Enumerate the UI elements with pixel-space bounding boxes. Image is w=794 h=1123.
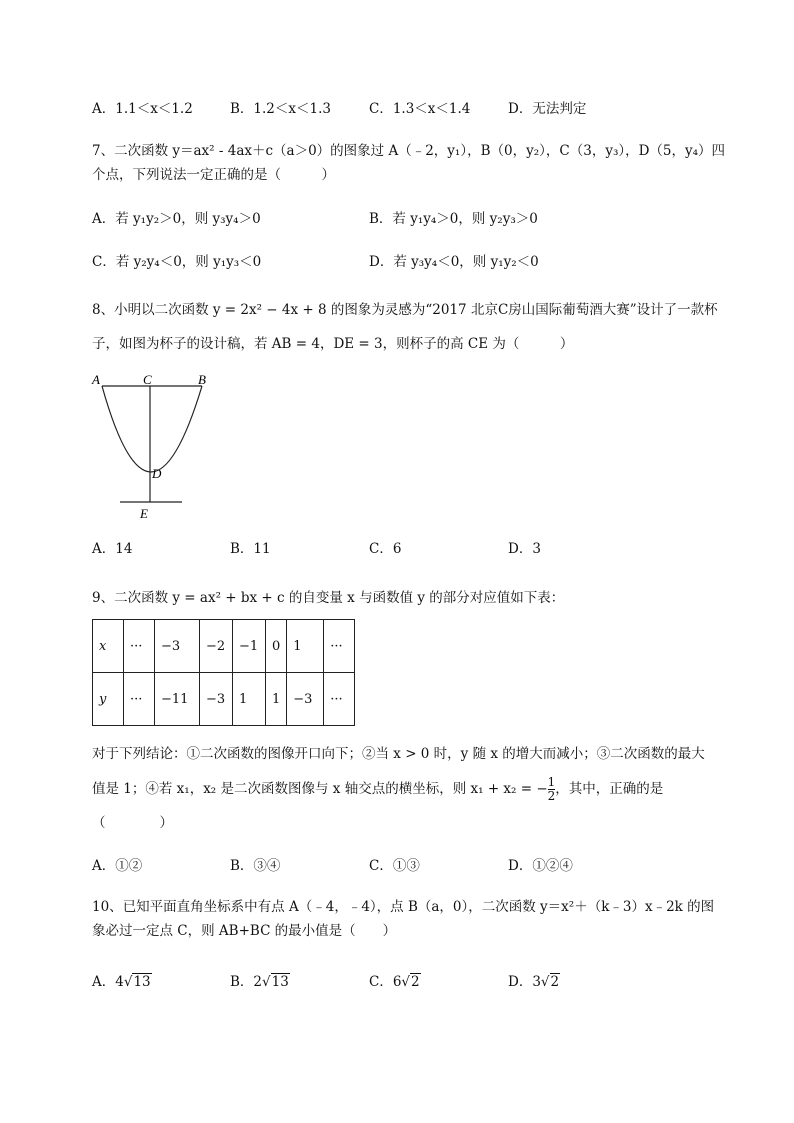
sqrt-sign: √ <box>540 974 550 990</box>
table-cell: 0 <box>266 620 287 673</box>
option-label: D．3 <box>508 974 541 990</box>
q10-number: 10、 <box>92 899 123 915</box>
label-d: D <box>152 466 162 481</box>
q9-number: 9、 <box>92 590 115 606</box>
q10-option-d <box>508 972 560 992</box>
q9-conclusions-2a: 值是 1；④若 x₁，x₂ 是二次函数图像与 x 轴交点的横坐标，则 x₁ + x₂ = − <box>92 781 548 797</box>
option-label: B．2 <box>230 974 263 990</box>
q9-stem-text: 二次函数 y = ax² + bx + c 的自变量 x 与函数值 y 的部分对应值如下表： <box>114 590 565 606</box>
q6-option-b: B．1.2＜x＜1.3 <box>230 101 331 117</box>
q6-option-c: C．1.3＜x＜1.4 <box>369 101 471 117</box>
q10-stem-1: 已知平面直角坐标系中有点 A（﹣4，﹣4），点 B（a，0），二次函数 y＝x²＋（k﹣3）x﹣2k 的图 <box>122 899 715 915</box>
q10-option-a <box>92 972 152 992</box>
table-cell: 1 <box>287 620 324 673</box>
q10-option-c <box>369 972 421 992</box>
radicand: 2 <box>411 974 420 990</box>
q7-option-c: C．若 y₂y₄＜0，则 y₁y₃＜0 <box>92 254 262 270</box>
table-cell: −3 <box>287 673 324 726</box>
q7-stem-1: 二次函数 y＝ax² - 4ax＋c（a＞0）的图象过 A（﹣2，y₁），B（0，y₂），C（3，y₃），D（5，y₄）四 <box>114 143 726 159</box>
radicand: 2 <box>550 974 560 990</box>
table-row-x <box>93 620 355 673</box>
q9-paren: （ ） <box>92 815 173 831</box>
q7-stem-line1 <box>92 141 725 161</box>
q7-stem-line2: 个点，下列说法一定正确的是（ ） <box>92 167 335 183</box>
q9-conclusions-line1: 对于下列结论：①二次函数的图像开口向下；②当 x > 0 时，y 随 x 的增大而减小；③二次函数的最大 <box>92 746 705 762</box>
label-b: B <box>198 372 206 387</box>
label-a: A <box>92 372 100 387</box>
q7-option-d: D．若 y₃y₄＜0，则 y₁y₂＜0 <box>369 254 539 270</box>
q9-option-d: D．①②④ <box>508 858 573 874</box>
radicand: 13 <box>271 974 289 990</box>
option-label: A．4 <box>92 974 124 990</box>
table-cell: −3 <box>200 673 233 726</box>
q7-option-b: B．若 y₁y₄＞0，则 y₂y₃＞0 <box>369 211 538 227</box>
table-cell: −3 <box>155 620 200 673</box>
q9-stem <box>92 588 564 608</box>
table-cell: y <box>93 673 124 726</box>
table-cell: −1 <box>233 620 266 673</box>
q10-stem-line2: 象必过一定点 C，则 AB+BC 的最小值是（ ） <box>92 923 397 939</box>
option-label: C．6 <box>369 974 402 990</box>
q10-option-b <box>230 972 290 992</box>
sqrt-sign: √ <box>401 974 411 990</box>
table-cell: ··· <box>324 673 355 726</box>
fraction-denominator: 2 <box>547 789 556 803</box>
label-e: E <box>140 506 148 521</box>
q9-conclusions-line2 <box>92 776 663 803</box>
fraction-numerator: 1 <box>547 775 556 789</box>
q8-stem-1: 小明以二次函数 y = 2x² − 4x + 8 的图象为灵感为“2017 北京C房山国际葡萄酒大赛”设计了一款杯 <box>114 302 718 318</box>
table-cell: ··· <box>124 620 155 673</box>
q9-option-c: C．①③ <box>369 858 420 874</box>
q8-stem-line2: 子，如图为杯子的设计稿，若 AB = 4，DE = 3，则杯子的高 CE 为（ ） <box>92 336 574 352</box>
q6-option-a: A．1.1＜x＜1.2 <box>92 101 193 117</box>
table-row-y <box>93 673 355 726</box>
radicand: 13 <box>133 974 151 990</box>
table-cell: −11 <box>155 673 200 726</box>
sqrt-sign: √ <box>123 974 133 990</box>
table-cell: x <box>93 620 124 673</box>
sqrt-sign: √ <box>262 974 271 990</box>
label-c: C <box>143 372 152 387</box>
q9-option-b: B．③④ <box>230 858 281 874</box>
q7-option-a: A．若 y₁y₂＞0，则 y₃y₄＞0 <box>92 211 261 227</box>
q9-option-a: A．①② <box>92 858 143 874</box>
q10-stem-line1 <box>92 897 714 917</box>
q8-option-d: D．3 <box>508 541 541 557</box>
q6-option-d: D．无法判定 <box>508 101 587 117</box>
table-cell: ··· <box>124 673 155 726</box>
table-cell: −2 <box>200 620 233 673</box>
q9-conclusions-2b: ，其中，正确的是 <box>555 781 664 797</box>
q8-number: 8、 <box>92 302 115 318</box>
table-cell: 1 <box>233 673 266 726</box>
q8-option-b: B．11 <box>230 541 271 557</box>
cup-figure <box>88 368 228 524</box>
q8-option-c: C．6 <box>369 541 402 557</box>
q8-stem-line1 <box>92 300 718 320</box>
table-cell: 1 <box>266 673 287 726</box>
value-table <box>92 619 355 726</box>
q7-number: 7、 <box>92 143 115 159</box>
table-cell: ··· <box>324 620 355 673</box>
q8-option-a: A．14 <box>92 541 133 557</box>
parabola-curve <box>102 386 202 472</box>
